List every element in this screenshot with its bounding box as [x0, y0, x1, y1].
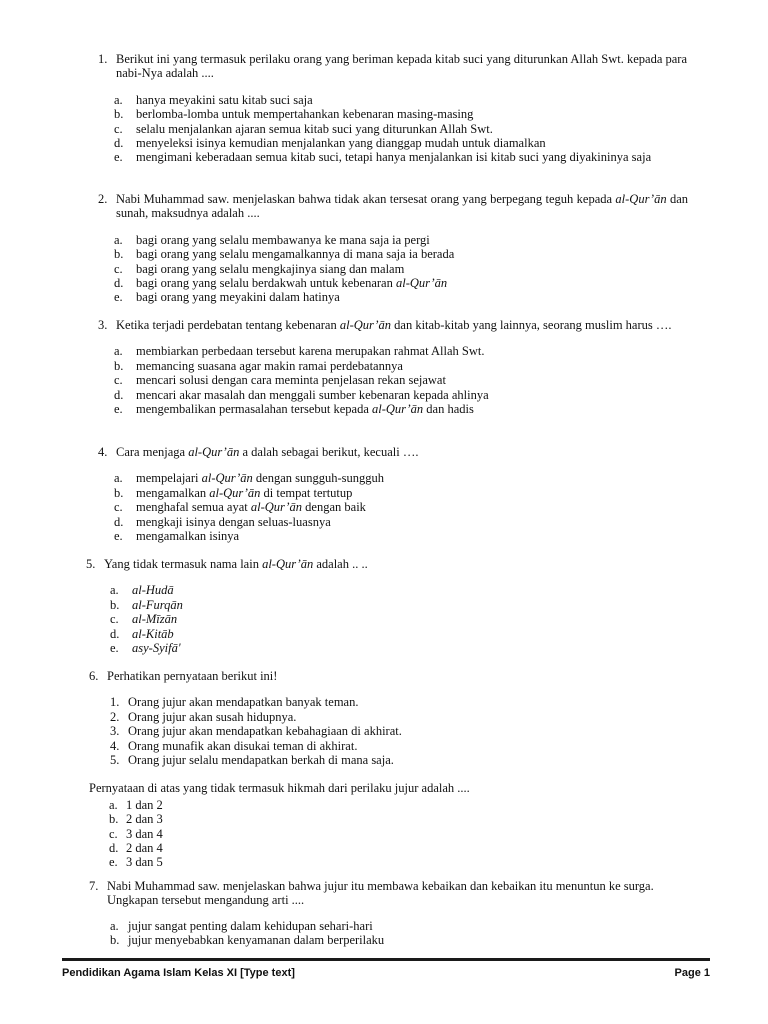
question-3 — [98, 318, 688, 416]
option-a: a. mempelajari al-Qur’ān dengan sungguh-sungguh — [114, 471, 385, 486]
option-e: e. mengembalikan permasalahan tersebut kepada al-Qur’ān dan hadis — [114, 402, 474, 417]
option-d: d. al-Kitāb — [110, 626, 174, 641]
question-number: 1. — [98, 52, 108, 66]
question-text: Berikut ini yang termasuk perilaku orang yang beriman kepada kitab suci yang diturunkan Allah Swt. kepada para nabi-Nya adalah .... — [116, 52, 688, 81]
statement-4: 4. Orang munafik akan disukai teman di akhirat. — [110, 738, 358, 753]
page-number: Page 1 — [674, 967, 710, 979]
option-a: a. bagi orang yang selalu membawanya ke mana saja ia pergi — [114, 232, 430, 247]
question-text: Perhatikan pernyataan berikut ini! — [107, 669, 278, 683]
option-a: a. membiarkan perbedaan tersebut karena merupakan rahmat Allah Swt. — [114, 344, 485, 359]
option-c: c. 3 dan 4 — [109, 826, 163, 841]
statement-2: 2. Orang jujur akan susah hidupnya. — [110, 709, 297, 724]
option-e: e. mengimani keberadaan semua kitab suci, tetapi hanya menjalankan isi kitab suci yang diyakininya saja — [114, 150, 652, 165]
question-text: Nabi Muhammad saw. menjelaskan bahwa jujur itu membawa kebaikan dan kebaikan itu menuntun ke surga. Ungkapan tersebut mengandung arti .... — [107, 879, 654, 908]
option-a: a. 1 dan 2 — [109, 797, 163, 812]
statement-5: 5. Orang jujur selalu mendapatkan berkah di mana saja. — [110, 753, 394, 768]
options-list — [89, 798, 689, 870]
question-prompt: Pernyataan di atas yang tidak termasuk hikmah dari perilaku jujur adalah .... — [89, 781, 470, 796]
option-c: c. selalu menjalankan ajaran semua kitab suci yang diturunkan Allah Swt. — [114, 121, 493, 136]
option-b: b. 2 dan 3 — [109, 812, 163, 827]
question-number: 2. — [98, 192, 108, 206]
option-b: b. bagi orang yang selalu mengamalkannya di mana saja ia berada — [114, 247, 455, 262]
option-e: e. 3 dan 5 — [109, 855, 163, 870]
option-c: c. mencari solusi dengan cara meminta penjelasan rekan sejawat — [114, 373, 446, 388]
question-text: Cara menjaga al-Qur’ān a dalah sebagai berikut, kecuali …. — [116, 445, 419, 459]
option-c: c. menghafal semua ayat al-Qur’ān dengan baik — [114, 500, 366, 515]
options-list — [86, 583, 686, 655]
question-4 — [98, 445, 688, 543]
option-c: c. bagi orang yang selalu mengkajinya siang dan malam — [114, 261, 405, 276]
options-list — [98, 233, 688, 305]
option-e: e. mengamalkan isinya — [114, 529, 240, 544]
page-footer — [62, 958, 710, 979]
option-b: b. memancing suasana agar makin ramai perdebatannya — [114, 358, 403, 373]
statements-list — [89, 695, 689, 767]
option-e: e. asy-Syifā' — [110, 641, 181, 656]
options-list — [98, 93, 688, 165]
option-d: d. 2 dan 4 — [109, 841, 163, 856]
question-number: 4. — [98, 445, 108, 459]
question-number: 5. — [86, 557, 96, 571]
option-d: d. mengkaji isinya dengan seluas-luasnya — [114, 514, 331, 529]
question-text: Yang tidak termasuk nama lain al-Qur’ān adalah .. .. — [104, 557, 368, 571]
footer-title: Pendidikan Agama Islam Kelas XI [Type text] — [62, 967, 295, 979]
option-d: d. menyeleksi isinya kemudian menjalankan yang dianggap mudah untuk diamalkan — [114, 136, 546, 151]
question-number: 7. — [89, 879, 99, 893]
statement-3: 3. Orang jujur akan mendapatkan kebahagiaan di akhirat. — [110, 724, 402, 739]
option-a: a. jujur sangat penting dalam kehidupan sehari-hari — [110, 918, 373, 933]
option-b: b. jujur menyebabkan kenyamanan dalam berperilaku — [110, 933, 385, 948]
option-d: d. mencari akar masalah dan menggali sumber kebenaran kepada ahlinya — [114, 387, 489, 402]
options-list — [98, 471, 688, 543]
statement-1: 1. Orang jujur akan mendapatkan banyak teman. — [110, 695, 359, 710]
question-6 — [89, 669, 689, 870]
question-text: Nabi Muhammad saw. menjelaskan bahwa tidak akan tersesat orang yang berpegang teguh kepada al-Qur’ān dan sunah, maksudnya adalah .... — [116, 192, 688, 221]
question-number: 6. — [89, 669, 99, 683]
question-1 — [98, 52, 688, 165]
question-number: 3. — [98, 318, 108, 332]
option-a: a. al-Hudā — [110, 583, 174, 598]
option-b: b. berlomba-lomba untuk mempertahankan kebenaran masing-masing — [114, 107, 474, 122]
option-c: c. al-Mīzān — [110, 612, 178, 627]
option-d: d. bagi orang yang selalu berdakwah untuk kebenaran al-Qur’ān — [114, 276, 448, 291]
question-7 — [89, 879, 669, 948]
option-b: b. mengamalkan al-Qur’ān di tempat tertutup — [114, 485, 353, 500]
option-e: e. bagi orang yang meyakini dalam hatinya — [114, 290, 340, 305]
options-list — [89, 919, 669, 948]
question-text: Ketika terjadi perdebatan tentang kebenaran al-Qur’ān dan kitab-kitab yang lainnya, seorang muslim harus …. — [116, 318, 672, 332]
option-b: b. al-Furqān — [110, 597, 183, 612]
question-2 — [98, 192, 688, 305]
question-5 — [86, 557, 686, 655]
option-a: a. hanya meyakini satu kitab suci saja — [114, 92, 313, 107]
options-list — [98, 344, 688, 416]
